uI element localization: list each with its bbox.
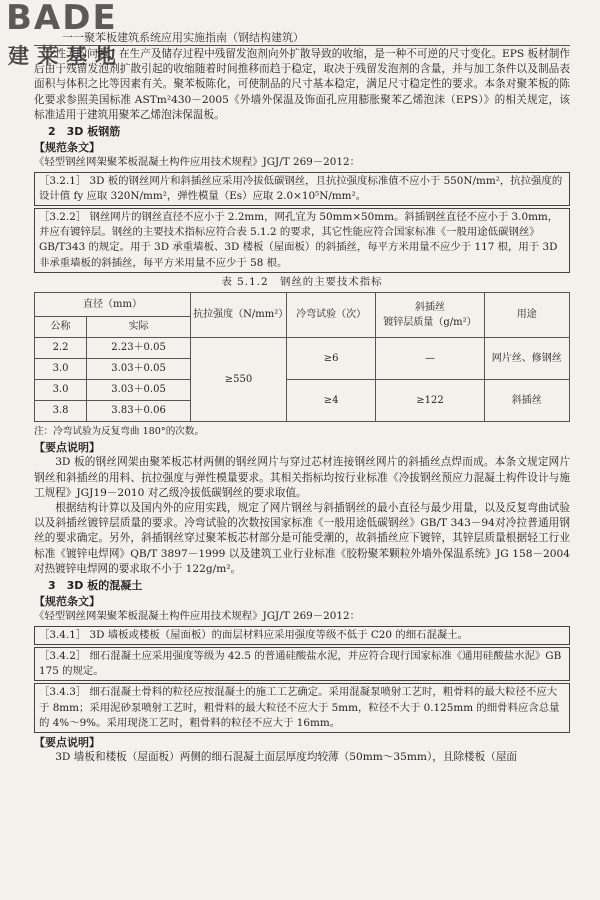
cell-nominal: 2.2 — [35, 338, 87, 359]
steel-wire-table — [34, 292, 570, 422]
clause-3-2-1: ［3.2.1］ 3D 板的钢丝网片和斜插丝应采用冷拔低碳钢丝，且抗拉强度标准值不应小于 550N/mm²，抗拉强度的设计值 fy 应取 320N/mm²，弹性模量（Es）应取 2.0×10⁵N/mm²。 — [34, 172, 570, 206]
clause-3-2-2: ［3.2.2］ 钢丝网片的钢丝直径不应小于 2.2mm，网孔宜为 50mm×50mm。斜插钢丝直径不应小于 3.0mm，并应有镀锌层。钢丝的主要技术指标应符合表 5.1.2 的要求，其它性能应符合国家标准《一般用途低碳钢丝》GB/T343 的规定。用于 3D 承重墙板、3D 楼板（屋面板）的斜插丝，每平方米用量不应少于 117 根，用于 3D 非承重墙板的斜插丝，每平方米用量不应少于 58 根。 — [34, 208, 570, 273]
cell-zinc-1: — — [376, 338, 484, 380]
section-heading-concrete: 3 3D 板的混凝土 — [48, 579, 143, 593]
th-nominal: 公称 — [35, 317, 87, 338]
header-rule — [34, 45, 570, 46]
page-content — [34, 47, 570, 765]
cell-nominal: 3.8 — [35, 401, 87, 422]
explain-paragraph: 3D 墙板和楼板（屋面板）两侧的细石混凝土面层厚度均较薄（50mm～35mm），且除楼板（屋面 — [55, 751, 518, 764]
clause-3-4-2: ［3.4.2］ 细石混凝土应采用强度等级为 42.5 的普通硅酸盐水泥，并应符合现行国家标准《通用硅酸盐水泥》GB 175 的规定。 — [34, 647, 570, 681]
table-row — [35, 380, 570, 401]
cell-nominal: 3.0 — [35, 380, 87, 401]
spec-label: 【规范条文】 — [34, 141, 100, 155]
standard-reference: 《轻型钢丝网架聚苯板混凝土构件应用技术规程》JGJ/T 269－2012： — [34, 610, 361, 623]
cell-tensile: ≥550 — [191, 338, 287, 422]
intro-paragraph: 性大的问题，在生产及储存过程中残留发泡剂向外扩散导致的收缩，是一种不可逆的尺寸变化。EPS 板材制作后由于残留发泡剂扩散引起的收缩随着时间推移而趋于稳定，取决于残留发泡剂的含量，并与加工条件以及制品表面积与体积之比等因素有关。聚苯板陈化，可使制品的尺寸基本稳定，满足尺寸稳定性的要求。本条对聚苯板的陈化要求参照美国标准 ASTm²430－2005《外墙外保温及饰面孔应用膨胀聚苯乙烯泡沫（EPS）》的相关规定，该标准适用于建筑用聚苯乙烯泡沫保温板。 — [34, 48, 570, 121]
logo-sub-text: 建莱基地 — [8, 44, 124, 68]
cell-cold-1: ≥6 — [286, 338, 376, 380]
th-zinc-line1: 斜插丝 — [414, 301, 445, 313]
th-remark: 用途 — [484, 293, 569, 338]
standard-reference: 《轻型钢丝网架聚苯板混凝土构件应用技术规程》JGJ/T 269－2012： — [34, 156, 361, 169]
cell-zinc-2: ≥122 — [376, 380, 484, 422]
spec-label: 【规范条文】 — [34, 595, 100, 609]
cell-cold-2: ≥4 — [286, 380, 376, 422]
cell-actual: 3.03＋0.05 — [87, 380, 191, 401]
cell-actual: 2.23＋0.05 — [87, 338, 191, 359]
running-head: 一一聚苯板建筑系统应用实施指南（钢结构建筑） — [62, 31, 304, 44]
cell-actual: 3.03＋0.05 — [87, 359, 191, 380]
cell-actual: 3.83＋0.06 — [87, 401, 191, 422]
th-actual: 实际 — [87, 317, 191, 338]
explain-paragraph: 根据结构计算以及国内外的应用实践，规定了网片钢丝与斜插钢丝的最小直径与最少用量，以及反复弯曲试验以及斜插丝镀锌层质量的要求。冷弯试验的次数按国家标准《一般用途低碳钢丝》GB/T 343－94对冷拉普通用钢丝的要求确定。另外，斜插钢丝穿过聚苯板芯材部分是可能受潮的，故斜插丝应下镀锌，其锌层质量根据轻工行业标准《镀锌电焊网》QB/T 3897－1999 以及建筑工业行业标准《胶粉聚苯颗粒外墙外保温系统》JG 158－2004 对热镀锌电焊网的要求取不小于 122g/m²。 — [34, 502, 570, 575]
th-zinc — [376, 293, 484, 338]
th-cold-bend: 冷弯试验（次） — [286, 293, 376, 338]
th-zinc-line2: 镀锌层质量（g/m²） — [383, 317, 477, 329]
clause-3-4-3: ［3.4.3］ 细石混凝土骨料的粒径应按混凝土的施工工艺确定。采用混凝泵喷射工艺时，粗骨料的最大粒径不应大于 8mm；采用泥砂泵喷射工艺时，粗骨料的最大粒径不应大于 5mm，粒径不大于 0.125mm 的细骨料应含总量的 4%～9%。采用现浇工艺时，粗骨料的粒径不应大于 16mm。 — [34, 683, 570, 733]
explain-paragraph: 3D 板的钢丝网架由聚苯板芯材两侧的钢丝网片与穿过芯材连接钢丝网片的斜插丝点焊而成。本条文规定网片钢丝和斜插丝的用料、抗拉强度与弹性模量要求。其相关指标均按行业标准《冷拔钢丝预应力混凝土构件设计与施工规程》JGJ19－2010 对乙级冷拔低碳钢丝的要求取值。 — [34, 456, 570, 499]
clause-3-4-1: ［3.4.1］ 3D 墙板或楼板（屋面板）的面层材料应采用强度等级不低于 C20 的细石混凝土。 — [34, 626, 570, 645]
explain-label: 【要点说明】 — [34, 441, 100, 455]
cell-nominal: 3.0 — [35, 359, 87, 380]
th-diameter: 直径（mm） — [35, 293, 191, 317]
section-heading-steel: 2 3D 板钢筋 — [48, 125, 121, 139]
table-note: 注：冷弯试验为反复弯曲 180°的次数。 — [34, 426, 205, 438]
explain-label: 【要点说明】 — [34, 735, 100, 749]
table-caption: 表 5.1.2 钢丝的主要技术指标 — [221, 275, 383, 288]
logo-main-text: BADE — [6, 0, 118, 38]
th-tensile: 抗拉强度（N/mm²） — [191, 293, 287, 338]
cell-remark-1: 网片丝、修钢丝 — [484, 338, 569, 380]
cell-remark-2: 斜插丝 — [484, 380, 569, 422]
table-row — [35, 338, 570, 359]
